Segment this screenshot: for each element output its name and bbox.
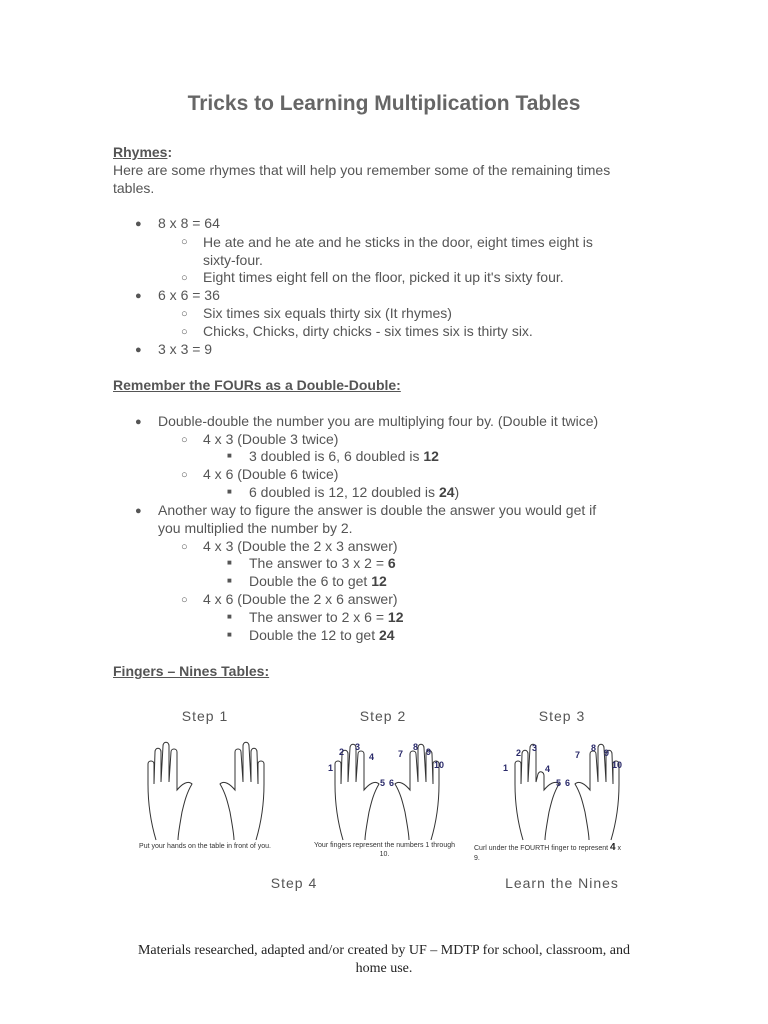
rhymes-intro-line-1: Here are some rhymes that will help you remember some of the remaining times: [113, 162, 611, 178]
footer-line-1: Materials researched, adapted and/or created by UF – MDTP for school, classroom, and: [137, 943, 631, 958]
bullet-square-icon: ■: [227, 612, 232, 621]
fours-detail: [249, 626, 395, 644]
fours-detail-answer: 12: [387, 609, 404, 625]
step-3-caption-number: 4: [610, 842, 616, 853]
fours-detail: [249, 554, 396, 572]
fours-detail-text: Double the 12 to get: [249, 627, 379, 643]
rhymes-intro-line-2: tables.: [113, 180, 155, 196]
bullet-square-icon: ■: [227, 558, 232, 567]
bullet-circle-icon: ○: [181, 308, 188, 320]
bullet-square-icon: ■: [227, 451, 232, 460]
finger-number: 10: [612, 760, 623, 770]
fours-detail: [249, 572, 387, 590]
finger-number: 9: [426, 747, 432, 757]
fours-detail-text: 3 doubled is 6, 6 doubled is: [249, 448, 424, 464]
bullet-circle-icon: ○: [181, 236, 188, 248]
finger-number: 6: [389, 778, 395, 788]
bullet-square-icon: ■: [227, 576, 232, 585]
fours-detail-answer: 12: [423, 448, 439, 464]
step-4-label: Step 4: [270, 875, 318, 891]
finger-number: 3: [532, 743, 538, 753]
step-3-label: Step 3: [538, 708, 586, 724]
rhyme-item: 8 x 8 = 64: [158, 215, 220, 231]
finger-number: 3: [355, 742, 361, 752]
finger-number: 2: [516, 748, 522, 758]
finger-number: 1: [503, 763, 509, 773]
finger-number-labels: [303, 740, 463, 800]
finger-number: 4: [545, 764, 551, 774]
fours-detail: [249, 608, 403, 626]
step-3-caption: [474, 838, 650, 872]
bullet-square-icon: ■: [227, 630, 232, 639]
finger-number: 7: [398, 749, 404, 759]
finger-number: 9: [604, 748, 610, 758]
bullet-disc-icon: ●: [135, 344, 142, 356]
hands-icon: [126, 740, 286, 845]
rhyme-item: 6 x 6 = 36: [158, 287, 220, 303]
step-1-caption: Put your hands on the table in front of you.: [139, 843, 271, 850]
bullet-circle-icon: ○: [181, 541, 188, 553]
fours-detail-answer: 24: [379, 627, 395, 643]
nines-heading: Fingers – Nines Tables:: [113, 663, 270, 679]
fours-detail-text: The answer to 3 x 2 =: [249, 555, 388, 571]
finger-number: 1: [328, 763, 334, 773]
finger-number-labels: [483, 740, 643, 800]
rhyme-line: Chicks, Chicks, dirty chicks - six times six is thirty six.: [203, 323, 533, 339]
step-3-caption-line-2: 9.: [474, 855, 480, 862]
step-3-caption-pre: Curl under the FOURTH finger to represent: [474, 845, 611, 852]
fours-detail-answer: 6: [387, 555, 396, 571]
step-2-caption-line-1: Your fingers represent the numbers 1 through: [314, 842, 455, 849]
fours-heading: Remember the FOURs as a Double-Double:: [113, 377, 401, 393]
step-2-label: Step 2: [359, 708, 407, 724]
step-2-caption: [297, 841, 472, 859]
finger-number: 10: [434, 760, 445, 770]
bullet-disc-icon: ●: [135, 416, 142, 428]
rhymes-heading-colon: :: [167, 144, 173, 160]
bullet-circle-icon: ○: [181, 469, 188, 481]
bullet-circle-icon: ○: [181, 594, 188, 606]
step-3-caption-line-1: [474, 842, 621, 854]
fours-detail-text: The answer to 2 x 6 =: [249, 609, 388, 625]
fours-detail-answer: 24: [438, 484, 455, 500]
finger-number: 5: [380, 778, 386, 788]
footer-line-2: home use.: [355, 961, 413, 976]
bullet-circle-icon: ○: [181, 272, 188, 284]
bullet-circle-icon: ○: [181, 434, 188, 446]
finger-number: 2: [339, 747, 345, 757]
rhymes-heading: Rhymes: [113, 144, 168, 160]
fours-bullet-1: Double-double the number you are multiplying four by. (Double it twice): [158, 413, 599, 429]
finger-number: 8: [413, 742, 419, 752]
fours-sub-4: 4 x 6 (Double the 2 x 6 answer): [203, 591, 398, 607]
hands-illustration-step-1: [126, 740, 286, 845]
rhyme-line: sixty-four.: [203, 252, 263, 268]
bullet-disc-icon: ●: [135, 505, 142, 517]
fours-bullet-2-line-1: Another way to figure the answer is double the answer you would get if: [158, 502, 597, 518]
rhyme-line: He ate and he ate and he sticks in the door, eight times eight is: [203, 234, 593, 250]
fours-detail-answer: 12: [371, 573, 387, 589]
learn-the-nines-label: Learn the Nines: [505, 875, 619, 891]
rhyme-line: Eight times eight fell on the floor, picked it up it's sixty four.: [203, 269, 564, 285]
bullet-circle-icon: ○: [181, 326, 188, 338]
finger-number: 5: [556, 778, 562, 788]
fours-sub-3: 4 x 3 (Double the 2 x 3 answer): [203, 538, 398, 554]
bullet-square-icon: ■: [227, 487, 232, 496]
step-1-label: Step 1: [181, 708, 229, 724]
fours-sub-1: 4 x 3 (Double 3 twice): [203, 431, 339, 447]
finger-number: 6: [565, 778, 571, 788]
bullet-disc-icon: ●: [135, 218, 142, 230]
fours-detail: [249, 483, 459, 501]
rhyme-item: 3 x 3 = 9: [158, 341, 213, 357]
page-title: Tricks to Learning Multiplication Tables: [187, 92, 581, 115]
finger-number: 7: [575, 750, 581, 760]
fours-detail-text: Double the 6 to get: [249, 573, 372, 589]
footer: [100, 942, 668, 978]
bullet-disc-icon: ●: [135, 290, 142, 302]
finger-number: 8: [591, 743, 597, 753]
step-2-caption-line-2: 10.: [379, 851, 390, 858]
finger-number: 4: [369, 752, 375, 762]
fours-detail: [249, 447, 439, 465]
fours-bullet-2-line-2: you multiplied the number by 2.: [158, 520, 353, 536]
rhyme-line: Six times six equals thirty six (It rhymes): [203, 305, 452, 321]
step-3-caption-post: x: [615, 845, 622, 852]
fours-detail-tail: ): [454, 484, 460, 500]
rhymes-section: [113, 143, 673, 161]
fours-sub-2: 4 x 6 (Double 6 twice): [203, 466, 339, 482]
fours-detail-text: 6 doubled is 12, 12 doubled is: [249, 484, 439, 500]
